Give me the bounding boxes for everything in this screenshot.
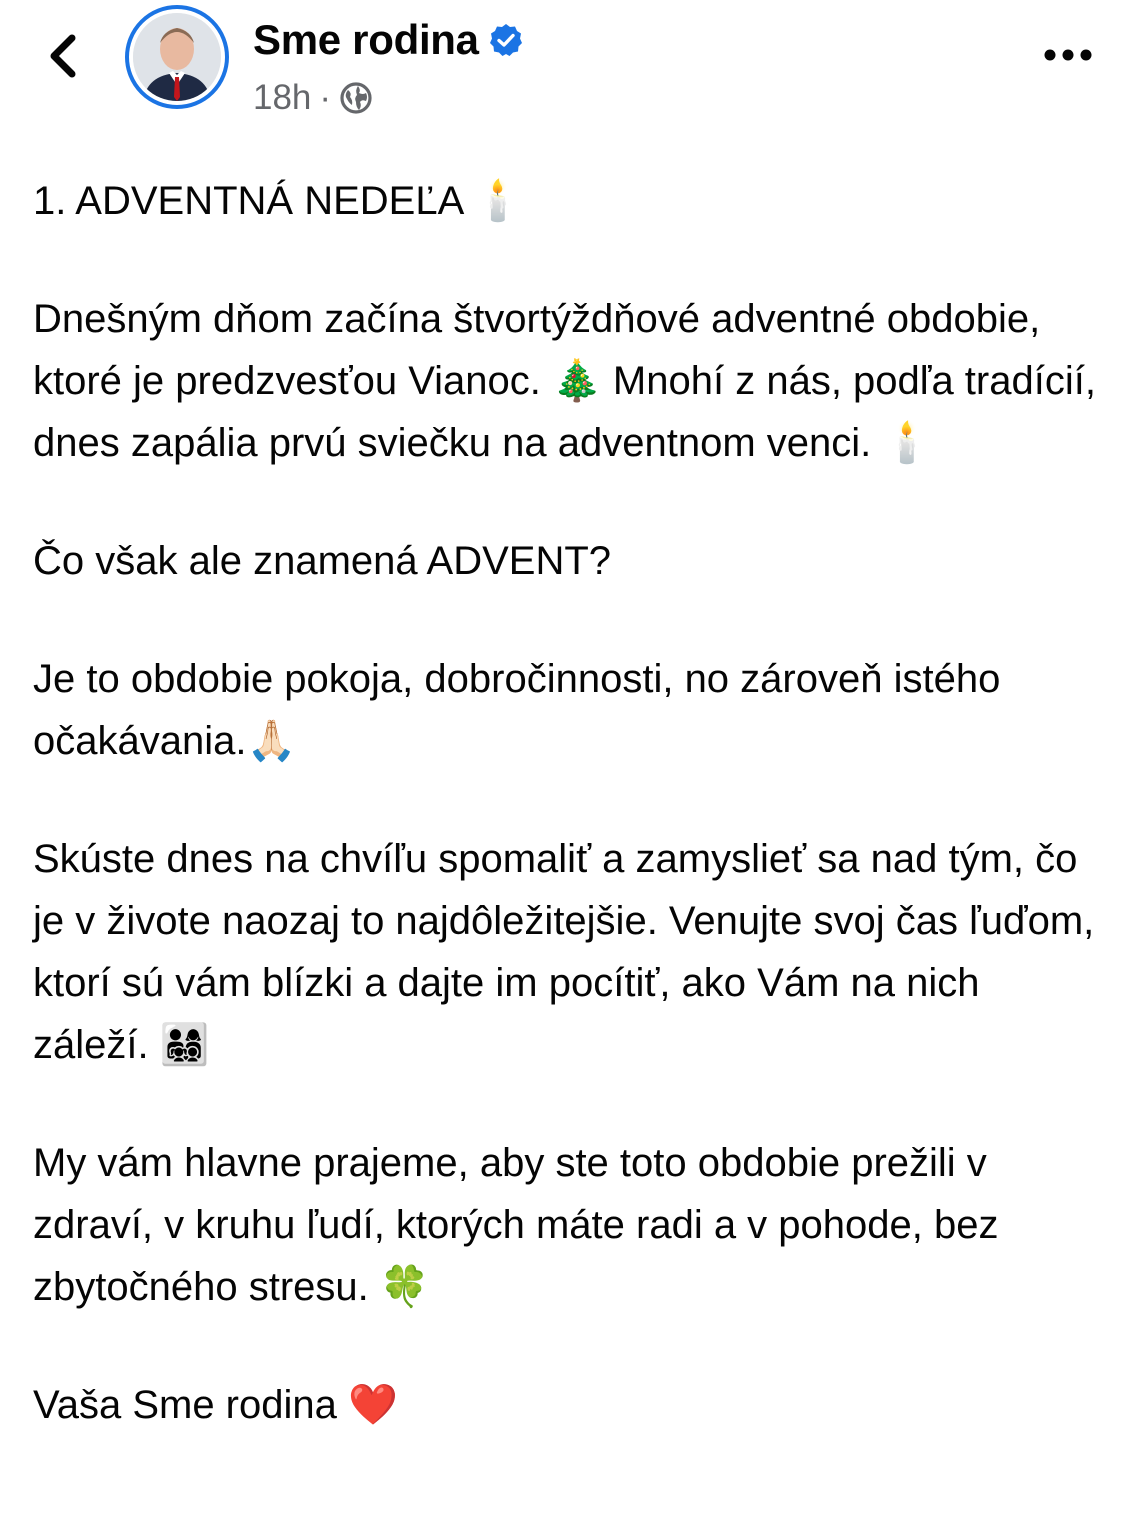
more-horizontal-icon bbox=[1043, 48, 1093, 62]
page-name[interactable]: Sme rodina bbox=[253, 16, 479, 63]
avatar-photo bbox=[133, 13, 221, 101]
post-timestamp[interactable]: 18h bbox=[253, 78, 312, 117]
post-paragraph: Skúste dnes na chvíľu spomaliť a zamyslieť sa nad tým, čo je v živote naozaj to najdôležitejšie. Venujte svoj čas ľuďom, ktorí sú vám blízki a dajte im pocítiť, ako Vám na nich záleží. 👨‍👩‍👧‍👦 bbox=[33, 837, 1095, 1067]
post-paragraph: Je to obdobie pokoja, dobročinnosti, no zároveň istého očakávania.🙏🏻 bbox=[33, 657, 1001, 763]
post-paragraph-title: 1. ADVENTNÁ NEDEĽA 🕯️ bbox=[33, 179, 523, 223]
page-name-row bbox=[253, 14, 523, 66]
post-signature: Vaša Sme rodina ❤️ bbox=[33, 1383, 398, 1427]
post-meta bbox=[253, 76, 373, 120]
post-header bbox=[0, 0, 1129, 130]
post-text bbox=[33, 170, 1103, 1492]
post-paragraph: My vám hlavne prajeme, aby ste toto obdobie prežili v zdraví, v kruhu ľudí, ktorých máte radi a v pohode, bez zbytočného stresu. 🍀 bbox=[33, 1141, 999, 1309]
meta-separator: · bbox=[319, 78, 332, 117]
post-paragraph: Čo však ale znamená ADVENT? bbox=[33, 539, 612, 583]
more-options-button[interactable] bbox=[1040, 40, 1096, 70]
chevron-left-icon bbox=[46, 32, 80, 80]
post-paragraph: Dnešným dňom začína štvortýždňové adventné obdobie, ktoré je predzvesťou Vianoc. 🎄 Mnohí z nás, podľa tradícií, dnes zapália prvú sviečku na adventnom venci. 🕯️ bbox=[33, 297, 1096, 465]
globe-icon[interactable] bbox=[339, 81, 373, 115]
back-button[interactable] bbox=[38, 28, 88, 84]
page-avatar[interactable] bbox=[125, 5, 229, 109]
verified-badge-icon bbox=[489, 23, 523, 57]
